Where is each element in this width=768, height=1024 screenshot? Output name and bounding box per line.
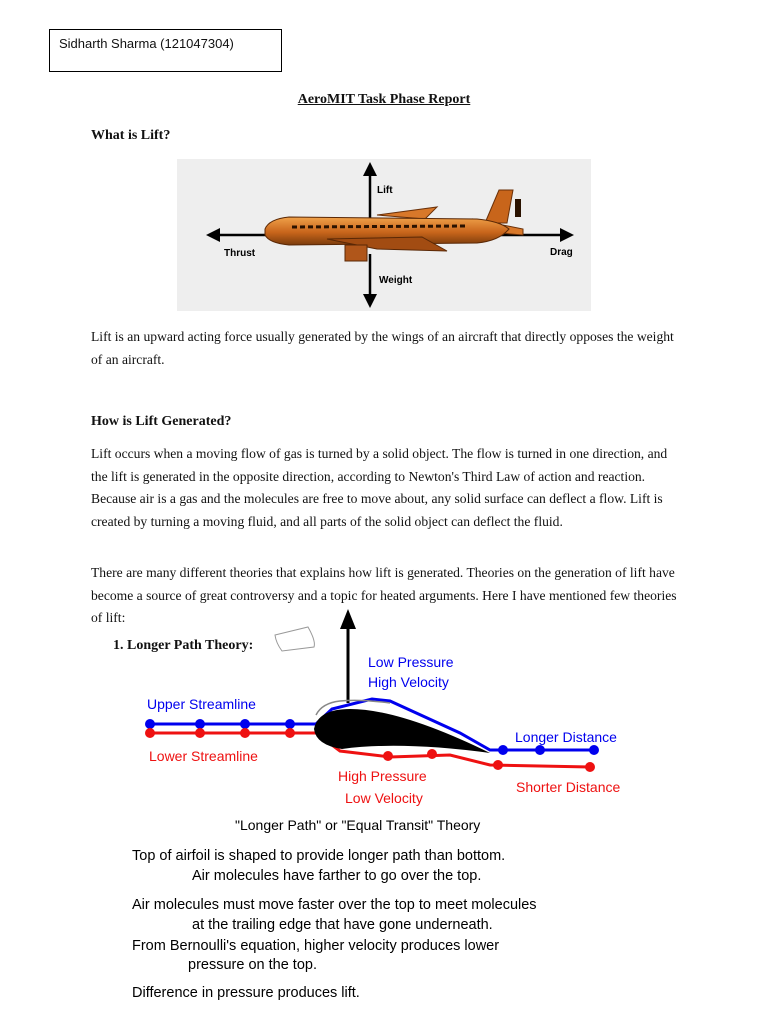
- airplane-image: [265, 190, 523, 261]
- drag-label: Drag: [550, 247, 573, 258]
- author-name: Sidharth Sharma (121047304): [59, 36, 234, 51]
- longer-path-figure: [110, 605, 660, 1010]
- paragraph-theories: There are many different theories that explains how lift is generated. Theories on the generation of lift have become a source of great controversy and a topic for heated arguments. Here I have mentioned few theories of lift:: [91, 565, 677, 625]
- airplane-forces-diagram: [177, 159, 591, 311]
- bullet-3-line-1: From Bernoulli's equation, higher velocity produces lower: [132, 938, 500, 954]
- thrust-label: Thrust: [224, 248, 256, 259]
- flag-icon: [275, 627, 314, 651]
- low-velocity-label: Low Velocity: [345, 790, 423, 806]
- theory-title: "Longer Path" or "Equal Transit" Theory: [235, 817, 481, 833]
- lower-streamline-label: Lower Streamline: [149, 748, 258, 764]
- airfoil-shape: [314, 709, 490, 753]
- bullet-2-line-1: Air molecules must move faster over the top to meet molecules: [132, 897, 537, 913]
- lift-label: Lift: [377, 185, 393, 196]
- bullet-2-line-2: at the trailing edge that have gone underneath.: [192, 917, 493, 933]
- weight-label: Weight: [379, 275, 413, 286]
- page-title: AeroMIT Task Phase Report: [297, 92, 471, 107]
- paragraph-lift-definition: Lift is an upward acting force usually generated by the wings of an aircraft that directly opposes the weight of an aircraft.: [91, 329, 674, 367]
- upper-streamline-label: Upper Streamline: [147, 696, 256, 712]
- author-box: [49, 29, 282, 72]
- bullet-4-line-1: Difference in pressure produces lift.: [132, 985, 360, 1001]
- paragraph-lift-generation: Lift occurs when a moving flow of gas is turned by a solid object. The flow is turned in one direction, and the lift is generated in the opposite direction, according to Newton's Third Law of action and reaction. Because air is a gas and the molecules are free to move about, any solid surface can deflect a flow. Lift is created by turning a moving fluid, and all parts of the solid object can deflect the fluid.: [91, 446, 668, 529]
- forces-figure: [177, 159, 591, 311]
- high-velocity-label: High Velocity: [368, 674, 449, 690]
- list-item-longer-path-theory: 1. Longer Path Theory:: [113, 638, 254, 653]
- low-pressure-label: Low Pressure: [368, 654, 454, 670]
- heading-how-lift-generated: How is Lift Generated?: [91, 414, 232, 429]
- high-pressure-label: High Pressure: [338, 768, 427, 784]
- longer-distance-label: Longer Distance: [515, 729, 617, 745]
- longer-path-diagram: [110, 605, 660, 1010]
- bullet-1-line-1: Top of airfoil is shaped to provide longer path than bottom.: [132, 848, 506, 864]
- bullet-1-line-2: Air molecules have farther to go over the top.: [192, 868, 482, 884]
- heading-what-is-lift: What is Lift?: [91, 128, 171, 143]
- bullet-3-line-2: pressure on the top.: [188, 957, 317, 973]
- shorter-distance-label: Shorter Distance: [516, 779, 621, 795]
